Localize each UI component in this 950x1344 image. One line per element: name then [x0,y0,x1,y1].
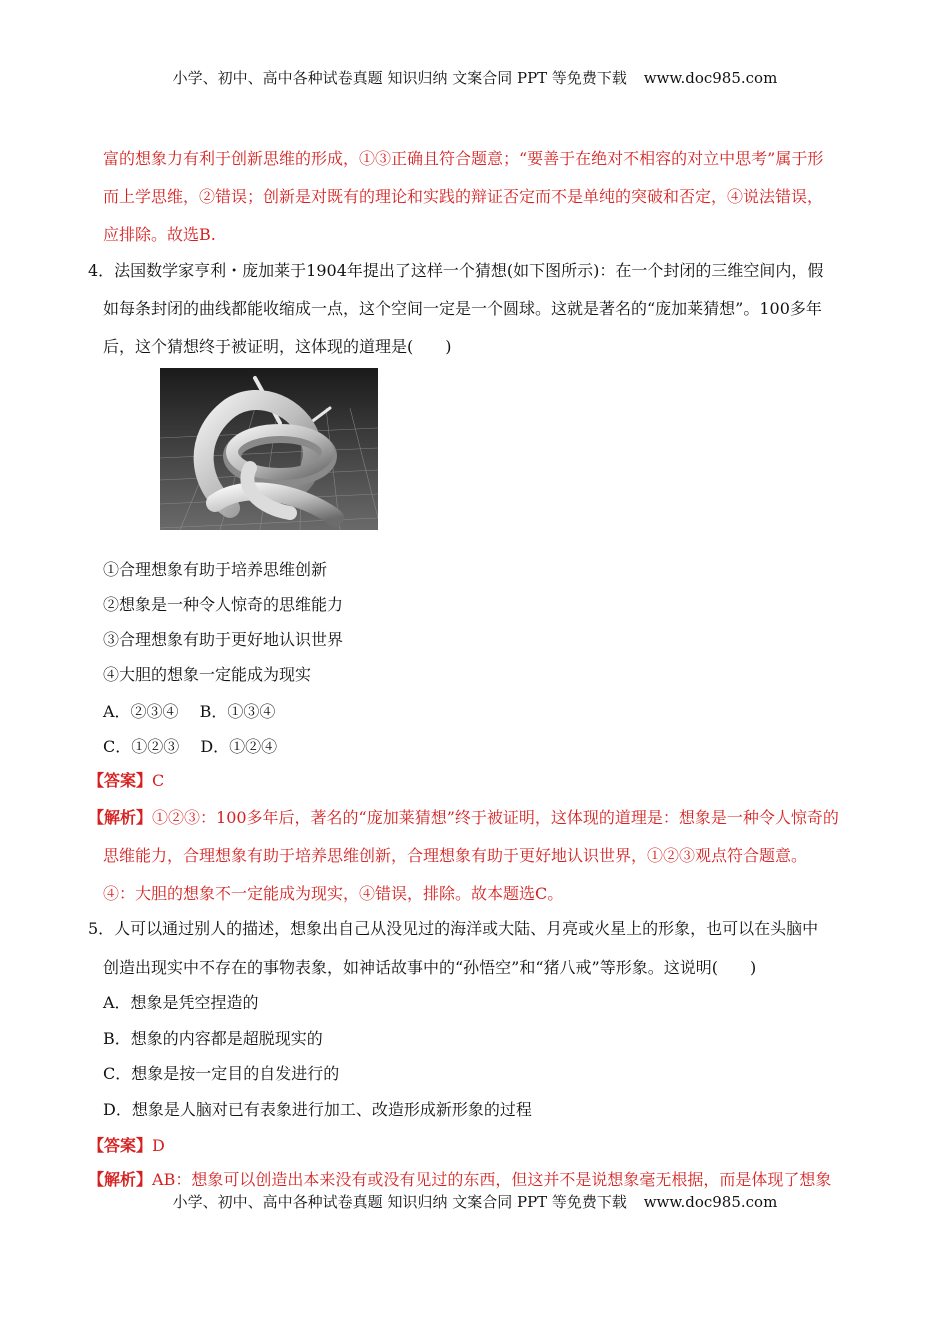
q4-statement-1: ①合理想象有助于培养思维创新 [103,560,328,579]
q5-answer [88,1133,165,1156]
header-text: 小学、初中、高中各种试卷真题 知识归纳 文案合同 PPT 等免费下载 [172,69,627,87]
q5-analysis-line-1 [88,1167,831,1190]
analysis-label: 【解析】 [88,808,153,827]
answer-value: D [152,1136,165,1155]
prev-analysis-line-2: 而上学思维，②错误；创新是对既有的理论和实践的辩证否定而不是单纯的突破和否定，④说法错误， [103,187,824,206]
analysis-text: AB：想象可以创造出本来没有或没有见过的东西，但这并不是说想象毫无根据，而是体现了想象 [152,1170,832,1189]
q5-option-c: C．想象是按一定目的自发进行的 [103,1064,340,1083]
answer-label: 【答案】 [88,771,153,790]
q5-option-d: D．想象是人脑对已有表象进行加工、改造形成新形象的过程 [103,1100,532,1119]
q5-stem-line-2: 创造出现实中不存在的事物表象，如神话故事中的“孙悟空”和“猪八戒”等形象。这说明( ) [103,958,757,977]
q4-statement-4: ④大胆的想象一定能成为现实 [103,665,312,684]
answer-label: 【答案】 [88,1136,153,1155]
prev-analysis-line-1: 富的想象力有利于创新思维的形成，①③正确且符合题意；“要善于在绝对不相容的对立中思考”属于形 [103,149,824,168]
poincare-knot-figure [160,368,378,530]
analysis-label: 【解析】 [88,1170,153,1189]
q4-analysis-line-3: ④：大胆的想象不一定能成为现实，④错误，排除。故本题选C。 [103,884,564,903]
q5-option-a: A．想象是凭空捏造的 [103,993,259,1012]
q5-option-b: B．想象的内容都是超脱现实的 [103,1029,323,1048]
q5-stem-line-1: 5．人可以通过别人的描述，想象出自己从没见过的海洋或大陆、月亮或火星上的形象，也可以在头脑中 [88,919,819,938]
q4-analysis-line-1 [88,805,839,828]
q4-stem-line-2: 如每条封闭的曲线都能收缩成一点，这个空间一定是一个圆球。这就是著名的“庞加莱猜想”。100多年 [103,299,822,318]
footer-text: 小学、初中、高中各种试卷真题 知识归纳 文案合同 PPT 等免费下载 [172,1193,627,1211]
q4-stem-line-1: 4．法国数学家亨利・庞加莱于1904年提出了这样一个猜想(如下图所示)：在一个封闭的三维空间内，假 [88,261,824,280]
header-url[interactable]: www.doc985.com [643,69,778,87]
analysis-text: ①②③：100多年后，著名的“庞加莱猜想”终于被证明，这体现的道理是：想象是一种令人惊奇的 [152,808,839,827]
answer-value: C [152,771,165,790]
page-footer [0,1191,950,1212]
q4-analysis-line-2: 思维能力，合理想象有助于培养思维创新，合理想象有助于更好地认识世界，①②③观点符合题意。 [103,846,808,865]
prev-analysis-line-3: 应排除。故选B. [103,225,216,244]
q4-options-row-2: C．①②③ D．①②④ [103,737,278,756]
q4-statement-2: ②想象是一种令人惊奇的思维能力 [103,595,344,614]
q4-statement-3: ③合理想象有助于更好地认识世界 [103,630,344,649]
q4-options-row-1: A．②③④ B．①③④ [103,702,276,721]
page-header [0,67,950,88]
footer-url[interactable]: www.doc985.com [643,1193,778,1211]
q4-stem-line-3: 后，这个猜想终于被证明，这体现的道理是( ) [103,337,452,356]
q4-answer [88,768,164,791]
